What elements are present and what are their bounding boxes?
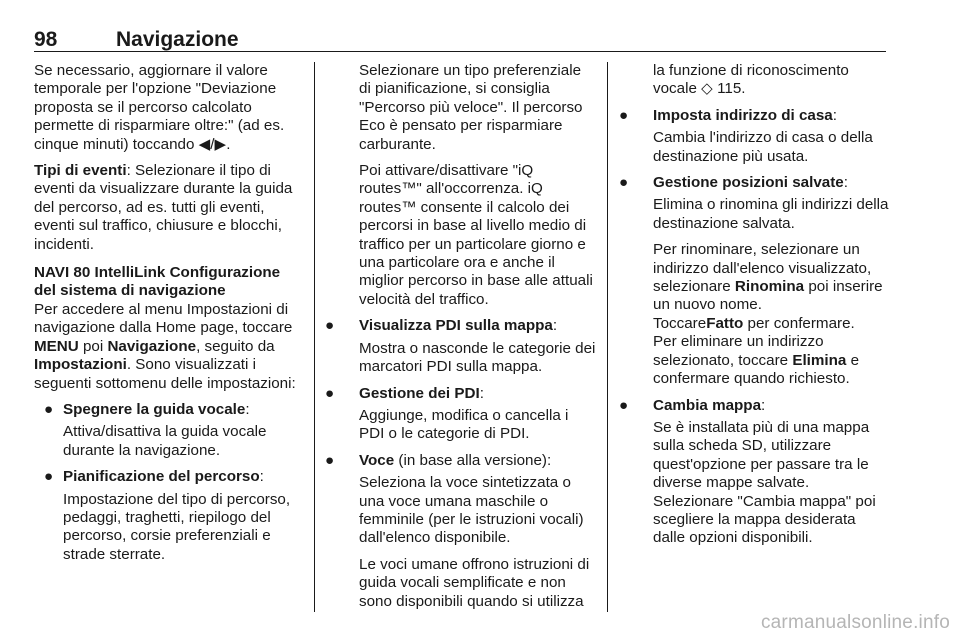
menu-keyword: MENU xyxy=(34,337,79,355)
item-term: Pianificazione del percorso xyxy=(63,468,260,486)
deviation-paragraph: Se necessario, aggiornare il valore temporale per l'opzione "Deviazione proposta se il percorso calcolato permette di risparmiare oltre:" (ad es. cinque minuti) toccando ◀/▶. xyxy=(34,62,285,153)
item-term: Spegnere la guida vocale xyxy=(63,400,246,418)
access-paragraph: Per accedere al menu Impostazioni di navigazione dalla Home page, toccare MENU poi Navigazione, seguito da Impostazioni. Sono visualizzati i seguenti sottomenu delle impostazioni: xyxy=(34,300,296,392)
event-types-desc: : Selezionare il tipo di eventi da visualizzare durante la guida del percorso, ad es. tutti gli eventi, eventi sul traffico, chiusure e blocchi, incidenti. xyxy=(34,162,293,253)
list-item: ● Voce (in base alla versione): Seleziona la voce sintetizzata o una voce umana maschile o femminile (per le istruzioni vocali) dall'elenco disponibile. Le voci umane offrono istruzioni di guida vocali semplificate e non sono disponibili quando si utilizza xyxy=(325,452,597,611)
column-divider-1 xyxy=(314,62,315,612)
item-desc: Elimina o rinomina gli indirizzi della destinazione salvata. xyxy=(653,196,889,232)
list-item: ● Gestione posizioni salvate: Elimina o rinomina gli indirizzi della destinazione salvata. Per rinominare, selezionare un indirizzo dall'elenco visualizzato, selezionare Rinomina poi inserire un nuovo nome. ToccareFatto per confermare. Per eliminare un indirizzo selezionato, toccare Elimina e confermare quando richiesto. xyxy=(619,174,889,388)
route-type-paragraph: Selezionare un tipo preferenziale di pianificazione, si consiglia "Percorso più veloce". Il percorso Eco è pensato per risparmiare carburante. xyxy=(359,62,583,153)
header-divider xyxy=(34,51,886,52)
column-divider-2 xyxy=(607,62,608,612)
column-2 xyxy=(325,62,597,619)
bullet-icon: ● xyxy=(44,468,54,486)
item-desc: Aggiunge, modifica o cancella i PDI o le categorie di PDI. xyxy=(359,406,569,443)
chapter-title: Navigazione xyxy=(116,28,239,51)
rename-paragraph: Per rinominare, selezionare un indirizzo dall'elenco visualizzato, selezionare Rinomina poi inserire un nuovo nome. ToccareFatto per confermare. Per eliminare un indirizzo selezionato, toccare Elimina e confermare quando richiesto. xyxy=(653,241,883,388)
item-desc: Cambia l'indirizzo di casa o della destinazione più usata. xyxy=(653,129,873,165)
settings-keyword: Impostazioni xyxy=(34,356,127,374)
item-term: Gestione posizioni salvate xyxy=(653,174,844,192)
page-ref-number: 115. xyxy=(717,80,746,98)
item-term: Visualizza PDI sulla mappa xyxy=(359,317,553,335)
list-item: ● Gestione dei PDI: Aggiunge, modifica o cancella i PDI o le categorie di PDI. xyxy=(325,385,597,444)
page-ref-icon: ◇ xyxy=(701,80,713,98)
event-types-paragraph xyxy=(34,162,304,254)
bullet-icon: ● xyxy=(325,451,335,469)
delete-keyword: Elimina xyxy=(792,351,847,369)
list-item: ● Cambia mappa: Se è installata più di una mappa sulla scheda SD, utilizzare quest'opzione per passare tra le diverse mappe salvate. Selezionare "Cambia mappa" poi scegliere la mappa desiderata dalle opzioni disponibili. xyxy=(619,397,889,548)
bullet-icon: ● xyxy=(619,396,629,414)
item-desc: Mostra o nasconde le categorie dei marcatori PDI sulla mappa. xyxy=(359,339,596,376)
item-desc: Attiva/disattiva la guida vocale durante la navigazione. xyxy=(63,423,267,459)
item-term: Voce xyxy=(359,451,395,469)
item-desc: Se è installata più di una mappa sulla scheda SD, utilizzare quest'opzione per passare tra le diverse mappe salvate. Selezionare "Cambia mappa" poi scegliere la mappa desiderata dalle opzioni disponibili. xyxy=(653,418,876,547)
list-item: ● Visualizza PDI sulla mappa: Mostra o nasconde le categorie dei marcatori PDI sulla mappa. xyxy=(325,317,596,376)
item-term: Imposta indirizzo di casa xyxy=(653,106,833,124)
column-1 xyxy=(34,62,304,572)
list-item: ● Spegnere la guida vocale: Attiva/disattiva la guida vocale durante la navigazione. xyxy=(34,401,304,460)
voice-recognition-ref: la funzione di riconoscimento vocale ◇ 115. xyxy=(653,62,849,98)
item-desc-extra: Le voci umane offrono istruzioni di guida vocali semplificate e non sono disponibili quando si utilizza xyxy=(359,555,590,610)
done-keyword: Fatto xyxy=(706,314,744,332)
column-3 xyxy=(619,62,889,556)
item-desc: Impostazione del tipo di percorso, pedaggi, traghetti, riepilogo del percorso, corsie preferenziali e strade sterrate. xyxy=(63,490,291,563)
navigation-keyword: Navigazione xyxy=(107,337,197,355)
event-types-term: Tipi di eventi xyxy=(34,162,127,180)
item-desc: Seleziona la voce sintetizzata o una voce umana maschile o femminile (per le istruzioni vocali) dall'elenco disponibile. xyxy=(359,474,584,547)
item-term: Cambia mappa xyxy=(653,396,762,414)
bullet-icon: ● xyxy=(325,384,335,402)
bullet-icon: ● xyxy=(619,106,629,124)
iq-routes-paragraph: Poi attivare/disattivare "iQ routes™" all'occorrenza. iQ routes™ consente il calcolo dei percorsi in base al livello medio di traffico per un particolare giorno e una particolare ora e anche il miglior percorso in base alle attuali velocità del traffico. xyxy=(359,162,593,308)
list-item: ● Pianificazione del percorso: Impostazione del tipo di percorso, pedaggi, traghetti, riepilogo del percorso, corsie preferenziali e strade sterrate. xyxy=(34,468,304,564)
item-term: Gestione dei PDI xyxy=(359,384,480,402)
list-item: ● Imposta indirizzo di casa: Cambia l'indirizzo di casa o della destinazione più usata. xyxy=(619,107,889,166)
rename-keyword: Rinomina xyxy=(734,278,805,296)
watermark: carmanualsonline.info xyxy=(760,612,950,633)
bullet-icon: ● xyxy=(325,317,335,335)
bullet-icon: ● xyxy=(44,400,54,418)
page-number: 98 xyxy=(34,28,58,51)
bullet-icon: ● xyxy=(619,174,629,192)
section-heading: NAVI 80 IntelliLink Configurazione del sistema di navigazione xyxy=(34,264,281,300)
